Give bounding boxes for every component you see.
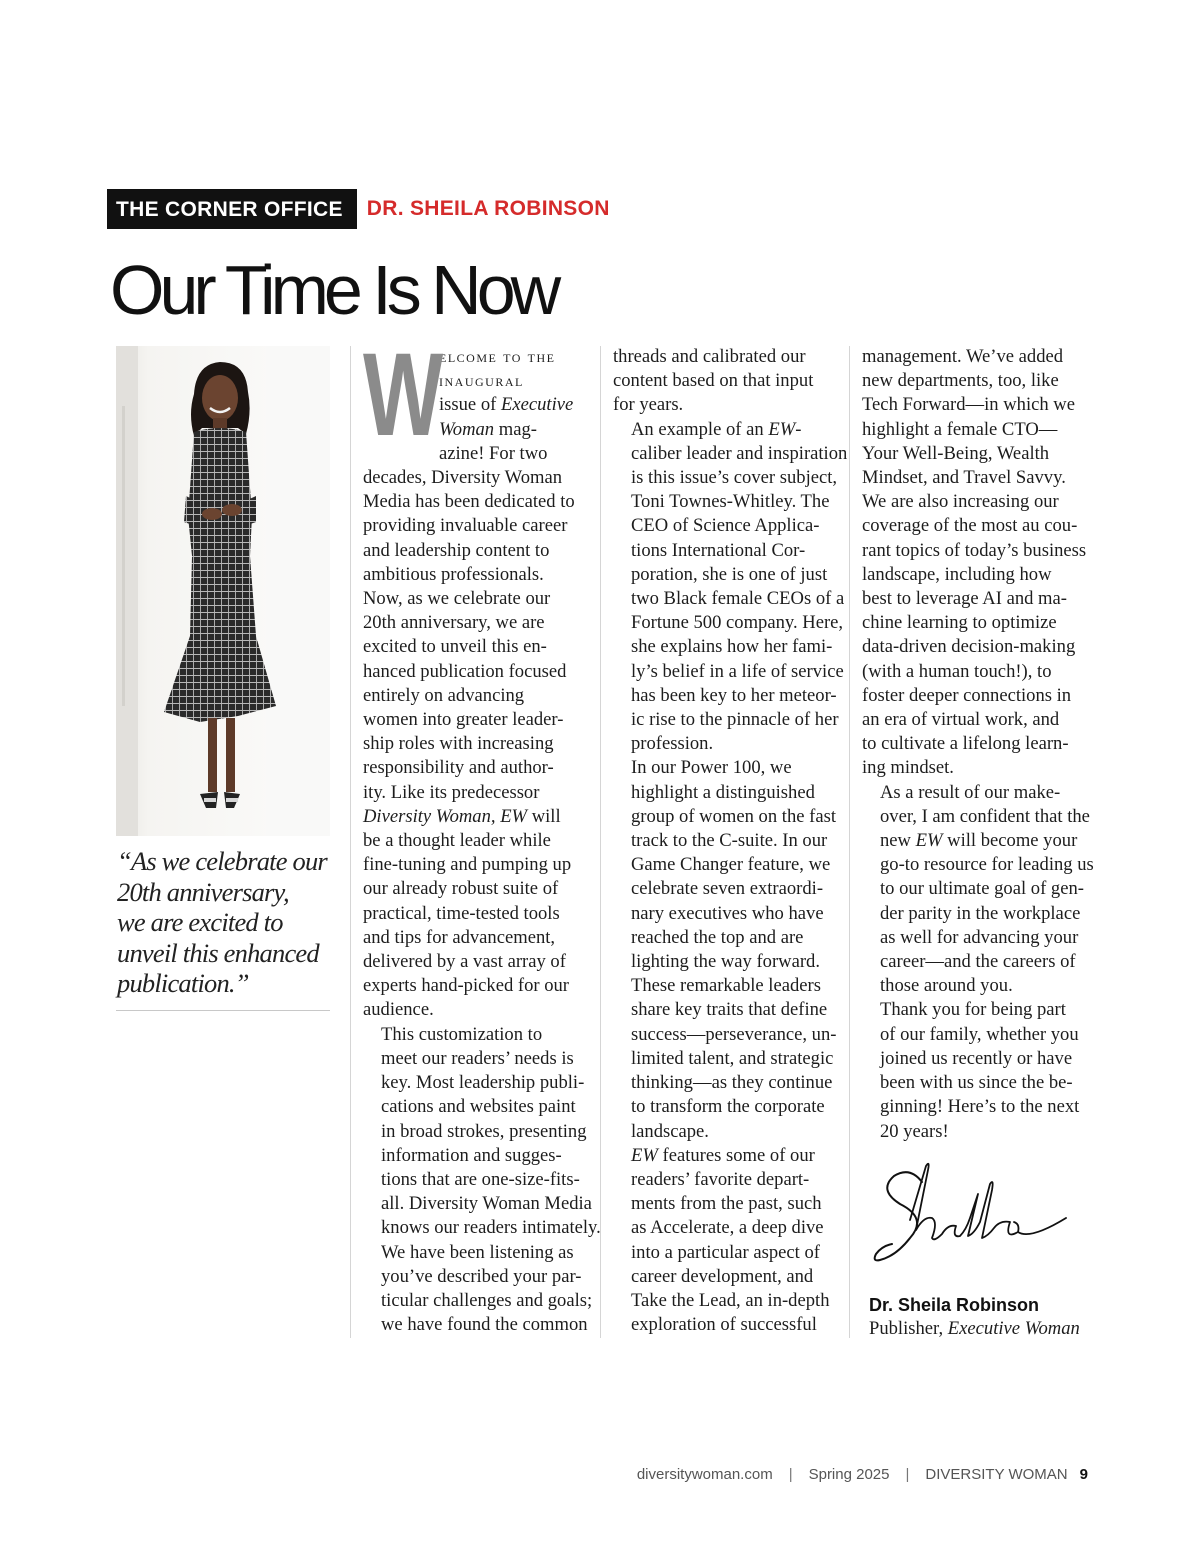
text-line: We are also increasing our [862,491,1059,513]
text-line: reached the top and are [631,926,804,948]
text-line: An example of an EW- [631,418,802,440]
text-line: over, I am confident that the [880,805,1090,827]
text-line: Fortune 500 company. Here, [631,612,844,634]
article-headline: Our Time Is Now [110,251,557,329]
text-line: ity. Like its predecessor [363,781,540,803]
text-line: new EW will become your [880,830,1078,852]
text-line: has been key to her meteor- [631,684,837,706]
text-line: track to the C-suite. In our [631,830,828,852]
text-line: and tips for advancement, [363,926,556,948]
byline-author: DR. SHEILA ROBINSON [366,197,610,220]
text-line: to our ultimate goal of gen- [880,878,1084,900]
text-line: experts hand-picked for our [363,975,570,997]
text-line: limited talent, and strategic [631,1047,834,1069]
pull-quote [117,846,331,999]
signer-block [869,1293,1080,1341]
paragraph [613,1144,839,1338]
text-line: decades, Diversity Woman [363,467,563,489]
text-line: Mindset, and Travel Savvy. [862,467,1066,489]
text-line: data-driven decision-making [862,636,1076,658]
pull-quote-line: “As we celebrate our [117,846,327,876]
text-line: fine-tuning and pumping up [363,854,572,876]
footer-separator: | [788,1466,793,1483]
text-line: EW features some of our [631,1144,815,1166]
text-line: rant topics of today’s business [862,539,1087,561]
text-line: lighting the way forward. [631,951,820,973]
text-line: landscape, including how [862,563,1052,585]
text-line: be a thought leader while [363,830,551,852]
text-line: Tech Forward—in which we [862,394,1075,416]
text-line: This customization to [381,1023,543,1045]
text-line: is this issue’s cover subject, [631,467,838,489]
text-line: 20th anniversary, we are [363,612,545,634]
footer-website: diversitywoman.com [636,1466,773,1483]
text-line: to cultivate a lifelong learn- [862,733,1069,755]
lead-in-line: inaugural [439,371,524,391]
paragraph [363,1023,601,1338]
text-line: we have found the common [381,1314,588,1336]
text-line: success—perseverance, un- [631,1023,837,1045]
footer-issue: Spring 2025 [808,1466,890,1483]
text-line: Game Changer feature, we [631,854,831,876]
text-line: as Accelerate, a deep dive [631,1217,824,1239]
text-line: as well for advancing your [880,926,1079,948]
text-line: meet our readers’ needs is [381,1047,574,1069]
text-line: excited to unveil this en- [363,636,547,658]
text-line: Media has been dedicated to [363,491,575,513]
paragraph [862,345,1088,781]
body-column-2 [613,345,848,1337]
text-line: In our Power 100, we [631,757,792,779]
text-line: Woman mag- [439,418,537,440]
text-line: you’ve described your par- [381,1265,582,1287]
text-line: Diversity Woman, EW will [363,805,561,827]
text-line: Your Well-Being, Wealth [862,442,1050,464]
section-kicker [107,189,610,229]
pull-quote-divider [116,1010,330,1011]
text-line: 20 years! [880,1120,949,1142]
body-column-3 [862,345,1094,1144]
text-line: caliber leader and inspiration [631,442,848,464]
text-line: ship roles with increasing [363,733,554,755]
signer-title: Publisher, Executive Woman [869,1318,1080,1340]
pull-quote-line: 20th anniversary, [117,876,289,907]
footer-magazine: DIVERSITY WOMAN [925,1466,1068,1483]
text-line: and leadership content to [363,539,550,561]
text-line: information and sugges- [381,1144,562,1166]
text-line: ginning! Here’s to the next [880,1096,1080,1118]
text-line: in broad strokes, presenting [381,1120,587,1142]
lead-in-line: elcome to the [439,347,556,366]
pull-quote-line: publication.” [117,968,249,998]
text-line: We have been listening as [381,1241,574,1263]
text-line: chine learning to optimize [862,612,1057,634]
portrait-illustration [116,346,330,836]
column-divider [350,346,351,1338]
text-line: ambitious professionals. [363,563,544,585]
text-line: Toni Townes-Whitley. The [631,491,830,513]
text-line: exploration of successful [631,1314,817,1336]
text-line: ly’s belief in a life of service [631,660,844,682]
text-line: she explains how her fami- [631,636,833,658]
text-line: celebrate seven extraordi- [631,878,824,900]
text-line: new departments, too, like [862,370,1059,392]
text-line: These remarkable leaders [631,975,821,997]
text-line: Thank you for being part [880,999,1066,1021]
text-line: profession. [631,733,714,755]
text-line: those around you. [880,975,1013,997]
text-line: to transform the corporate [631,1096,825,1118]
text-line: readers’ favorite depart- [631,1168,810,1190]
text-line: foster deeper connections in [862,684,1072,706]
column-divider [849,346,850,1338]
text-line: tions that are one-size-fits- [381,1168,580,1190]
text-line: ing mindset. [862,757,954,779]
text-line: delivered by a vast array of [363,951,566,973]
text-line: management. We’ve added [862,346,1064,367]
text-line: best to leverage AI and ma- [862,588,1067,610]
text-line: content based on that input [613,370,814,392]
text-line: highlight a female CTO— [862,418,1058,440]
text-line: key. Most leadership publi- [381,1072,585,1094]
body-column-1 [363,329,601,1337]
text-line: our already robust suite of [363,878,559,900]
text-line: of our family, whether you [880,1023,1079,1045]
text-line: providing invaluable career [363,515,568,537]
text-line: entirely on advancing [363,684,525,706]
text-line: group of women on the fast [631,805,837,827]
text-line: Now, as we celebrate our [363,588,551,610]
page-number: 9 [1079,1466,1088,1483]
text-line: ticular challenges and goals; [381,1289,593,1311]
text-line: tions International Cor- [631,539,806,561]
text-line: CEO of Science Applica- [631,515,820,537]
text-line: practical, time-tested tools [363,902,560,924]
drop-cap: W [363,329,444,461]
text-line: for years. [613,394,684,416]
text-line: poration, she is one of just [631,563,828,585]
text-line: women into greater leader- [363,709,564,731]
signer-name: Dr. Sheila Robinson [869,1295,1040,1315]
column-divider [600,346,601,1338]
text-line: highlight a distinguished [631,781,815,803]
text-line: landscape. [631,1120,709,1142]
text-line: go-to resource for leading us [880,854,1094,876]
handwritten-signature [870,1160,1080,1280]
text-line: two Black female CEOs of a [631,588,845,610]
text-line: nary executives who have [631,902,824,924]
text-line: cations and websites paint [381,1096,576,1118]
paragraph [613,345,839,418]
text-line: azine! For two [439,442,548,464]
text-line: share key traits that define [631,999,828,1021]
pull-quote-line: unveil this enhanced [117,937,319,968]
text-line: issue of Executive [439,394,574,416]
text-line: into a particular aspect of [631,1241,820,1263]
text-line: threads and calibrated our [613,346,806,367]
paragraph [862,998,1088,1143]
text-line: ments from the past, such [631,1193,822,1215]
text-line: responsibility and author- [363,757,554,779]
paragraph [862,781,1094,999]
footer-separator: | [905,1466,910,1483]
text-line: career development, and [631,1265,814,1287]
text-line: hanced publication focused [363,660,567,682]
section-label: THE CORNER OFFICE [107,189,357,229]
text-line: thinking—as they continue [631,1072,833,1094]
author-portrait-photo [116,346,330,836]
text-line: career—and the careers of [880,951,1076,973]
text-line: an era of virtual work, and [862,709,1060,731]
page-footer [637,1466,1088,1483]
text-line: ic rise to the pinnacle of her [631,709,839,731]
text-line: audience. [363,999,434,1021]
text-line: been with us since the be- [880,1072,1073,1094]
text-line: (with a human touch!), to [862,660,1052,682]
pull-quote-line: we are excited to [117,907,283,937]
text-line: knows our readers intimately. [381,1217,601,1239]
text-line: all. Diversity Woman Media [381,1193,592,1215]
text-line: As a result of our make- [880,781,1061,803]
paragraph [613,756,839,1143]
text-line: joined us recently or have [880,1047,1073,1069]
paragraph [613,418,848,757]
text-line: Take the Lead, an in-depth [631,1289,830,1311]
text-line: der parity in the workplace [880,902,1081,924]
text-line: coverage of the most au cou- [862,515,1078,537]
